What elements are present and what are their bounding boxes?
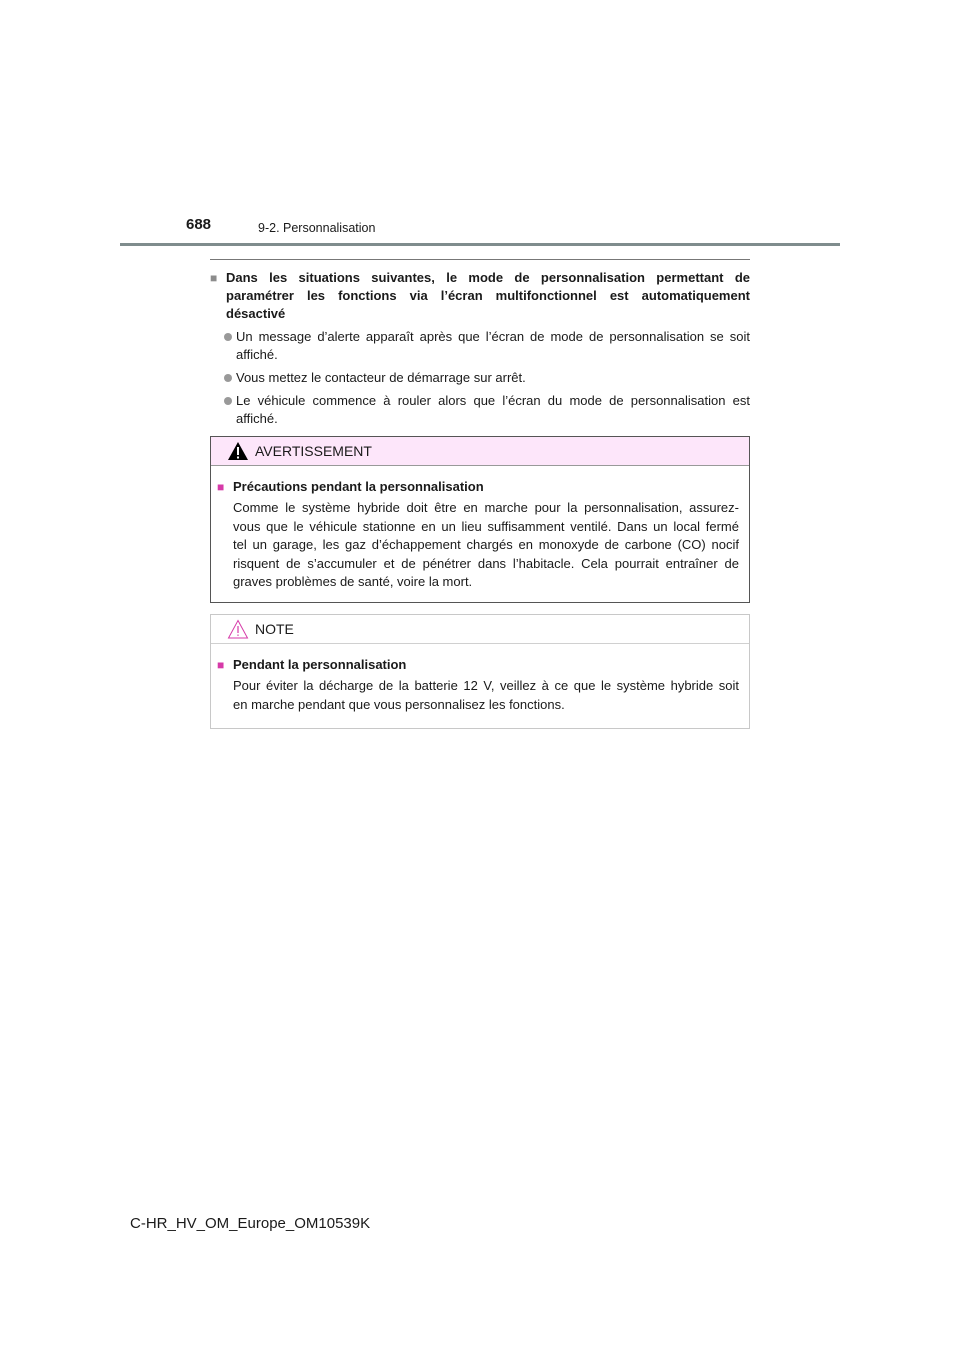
list-item-line: affiché. — [236, 411, 278, 426]
page-number: 688 — [186, 216, 212, 233]
list-item — [210, 369, 750, 387]
warning-heading-text: Précautions pendant la personnalisation — [233, 479, 484, 494]
intro-heading — [210, 269, 750, 323]
square-bullet-icon: ■ — [217, 480, 225, 494]
warning-text-line: tel un garage, les gaz d’échappement chargés en monoxyde de carbone (CO) nocif — [233, 537, 739, 552]
warning-box — [210, 436, 750, 603]
header-rule — [120, 243, 840, 246]
list-item-line: Le véhicule commence à rouler alors que l’écran du mode de personnalisation est — [236, 393, 750, 408]
note-text-line: Pour éviter la décharge de la batterie 12 V, veillez à ce que le système hybride soit — [233, 678, 739, 693]
section-title: 9-2. Personnalisation — [258, 221, 376, 235]
round-bullet-icon — [224, 374, 236, 382]
document-code: C-HR_HV_OM_Europe_OM10539K — [130, 1215, 371, 1232]
round-bullet-icon — [224, 333, 236, 341]
warning-text-line: vous que le véhicule stationne en un lieu suffisamment ventilé. Dans un local fermé — [233, 518, 739, 534]
warning-header — [211, 437, 749, 466]
section-divider — [210, 259, 750, 260]
intro-heading-line: désactivé — [226, 306, 286, 321]
note-heading — [217, 656, 739, 674]
note-text — [233, 677, 739, 714]
intro-section — [210, 259, 750, 428]
note-box — [210, 614, 750, 729]
warning-text — [233, 499, 739, 592]
note-text-line: en marche pendant que vous personnalisez les fonctions. — [233, 696, 565, 712]
note-title: NOTE — [255, 621, 294, 637]
note-heading-text: Pendant la personnalisation — [233, 657, 407, 672]
note-header — [211, 615, 749, 644]
warning-title: AVERTISSEMENT — [255, 443, 372, 459]
warning-text-line: risquent de s’accumuler et de pénétrer dans l’habitacle. Cela pourrait entraîner de — [233, 555, 739, 571]
square-bullet-icon: ■ — [210, 271, 218, 285]
list-item-line: Vous mettez le contacteur de démarrage sur arrêt. — [236, 370, 526, 385]
warning-triangle-filled-icon — [227, 441, 249, 461]
list-item-line: affiché. — [236, 347, 278, 362]
list-item — [210, 328, 750, 364]
square-bullet-icon: ■ — [217, 658, 225, 672]
round-bullet-icon — [224, 397, 236, 405]
warning-triangle-outline-icon — [227, 619, 249, 639]
list-item-line: Un message d’alerte apparaît après que l’écran de mode de personnalisation se soit — [236, 329, 750, 344]
warning-heading — [217, 478, 739, 496]
warning-text-line: graves problèmes de santé, voire la mort. — [233, 574, 473, 589]
intro-heading-line: Dans les situations suivantes, le mode de personnalisation permettant de — [226, 270, 750, 285]
warning-text-line: Comme le système hybride doit être en marche pour la personnalisation, assurez- — [233, 500, 739, 515]
list-item — [210, 392, 750, 428]
intro-heading-line: paramétrer les fonctions via l’écran multifonctionnel est automatiquement — [226, 288, 750, 303]
